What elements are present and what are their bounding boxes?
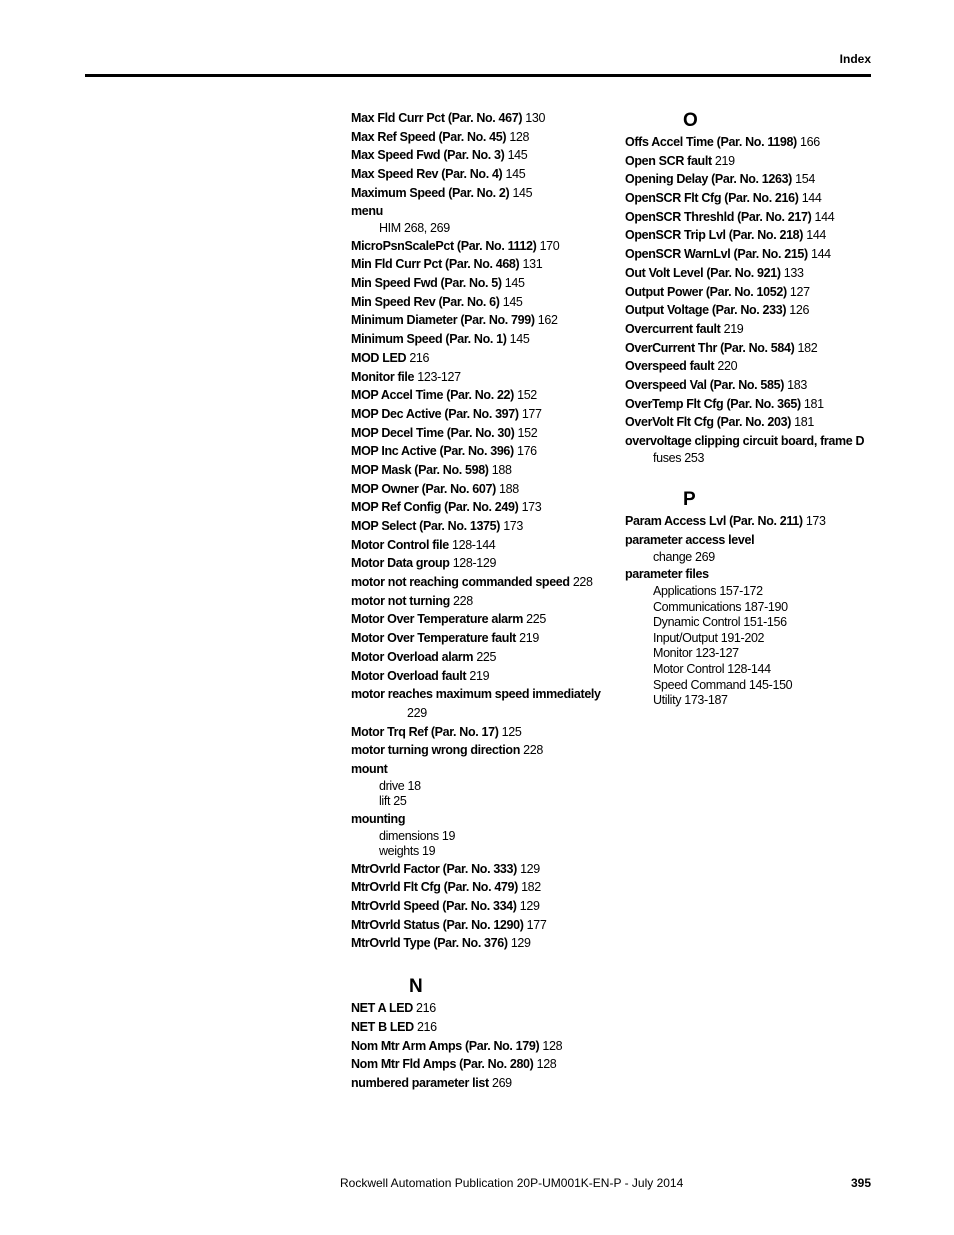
index-entry [351, 165, 611, 184]
index-entry [351, 146, 611, 165]
footer-publication: Rockwell Automation Publication 20P-UM001K-EN-P - July 2014 [340, 1176, 684, 1190]
index-pages: 152 [517, 425, 538, 440]
index-term: MOP Mask (Par. No. 598) [351, 462, 489, 477]
index-entry [351, 424, 611, 443]
index-subentry: Speed Command 145-150 [653, 677, 793, 692]
index-term: OpenSCR Flt Cfg (Par. No. 216) [625, 191, 799, 206]
index-entry [351, 311, 611, 330]
index-subentry: weights 19 [379, 844, 436, 859]
index-term: Motor Over Temperature fault [351, 631, 516, 646]
index-term: Open SCR fault [625, 153, 712, 168]
index-pages: 173 [805, 514, 826, 529]
index-subentry: Communications 187-190 [653, 599, 788, 614]
index-term: Out Volt Level (Par. No. 921) [625, 265, 781, 280]
index-subentry: Input/Output 191-202 [653, 630, 765, 645]
index-entry [625, 283, 885, 302]
index-pages: 125 [501, 724, 522, 739]
index-pages: 219 [714, 153, 735, 168]
index-pages: 173 [521, 500, 542, 515]
index-entry [351, 349, 611, 368]
index-entry [351, 480, 611, 499]
index-entry [625, 208, 885, 227]
index-entry [351, 860, 611, 879]
index-pages: 131 [522, 257, 543, 272]
index-term: Motor Control file [351, 537, 449, 552]
index-term: Overspeed Val (Par. No. 585) [625, 377, 785, 392]
index-pages: 228 [523, 743, 543, 758]
index-entry [625, 189, 885, 208]
index-pages: 144 [806, 228, 827, 243]
index-term: OpenSCR WarnLvl (Par. No. 215) [625, 247, 808, 262]
index-entry [351, 405, 611, 424]
index-pages: 154 [795, 172, 815, 187]
index-pages: 144 [814, 209, 835, 224]
index-pages: 145 [507, 148, 528, 163]
index-entry [351, 685, 611, 704]
index-pages: 181 [803, 396, 824, 411]
index-entry [625, 320, 885, 339]
index-entry [351, 878, 611, 897]
index-entry [351, 237, 611, 256]
index-pages: 170 [539, 238, 560, 253]
index-pages: 228 [572, 575, 593, 590]
index-pages: 126 [789, 303, 810, 318]
index-entry [351, 916, 611, 935]
index-entry [625, 301, 885, 320]
index-subentry: lift 25 [379, 794, 407, 809]
index-pages: 123-127 [417, 369, 461, 384]
index-pages: 220 [717, 359, 738, 374]
index-term: motor reaches maximum speed immediately [351, 687, 601, 702]
index-term: MicroPsnScalePct (Par. No. 1112) [351, 238, 537, 253]
index-term: Overspeed fault [625, 359, 715, 374]
index-letter-n: N [409, 976, 423, 998]
index-entry [625, 133, 885, 152]
index-entry [351, 573, 611, 592]
index-entry [351, 184, 611, 203]
index-term: OverTemp Flt Cfg (Par. No. 365) [625, 396, 801, 411]
index-pages: 128 [509, 129, 530, 144]
index-entry [351, 109, 611, 128]
index-term: MtrOvrld Status (Par. No. 1290) [351, 917, 524, 932]
index-term: numbered parameter list [351, 1075, 489, 1090]
index-continuation: 229 [407, 705, 427, 720]
index-term: Offs Accel Time (Par. No. 1198) [625, 135, 797, 149]
index-pages: 182 [521, 880, 541, 895]
index-pages: 269 [491, 1075, 512, 1090]
index-entry [351, 629, 611, 648]
index-pages: 216 [416, 1001, 436, 1016]
index-term: Max Speed Rev (Par. No. 4) [351, 167, 503, 182]
index-term: Motor Overload alarm [351, 649, 474, 664]
index-entry [351, 723, 611, 742]
index-term: overvoltage clipping circuit board, frame D [625, 434, 865, 448]
index-entry [625, 264, 885, 283]
index-term: motor not reaching commanded speed [351, 575, 570, 590]
index-term: MOP Decel Time (Par. No. 30) [351, 425, 515, 440]
index-term: MOP Ref Config (Par. No. 249) [351, 500, 519, 515]
index-pages: 128-129 [452, 556, 497, 571]
index-entry [351, 760, 611, 779]
index-entry [351, 999, 611, 1018]
index-pages: 128 [542, 1038, 563, 1053]
index-term: MOP Dec Active (Par. No. 397) [351, 406, 519, 421]
index-term: Max Speed Fwd (Par. No. 3) [351, 148, 505, 163]
index-pages: 182 [797, 340, 818, 355]
index-pages: 173 [503, 519, 524, 534]
index-pages: 181 [794, 415, 814, 430]
index-term: Output Power (Par. No. 1052) [625, 284, 787, 299]
index-pages: 144 [810, 247, 831, 262]
index-pages: 177 [521, 406, 542, 421]
index-term: Opening Delay (Par. No. 1263) [625, 172, 792, 187]
index-term: Max Ref Speed (Par. No. 45) [351, 129, 507, 144]
index-entry: mounting [351, 811, 406, 826]
index-term: Monitor file [351, 369, 415, 384]
index-pages: 145 [509, 332, 530, 347]
index-entry [625, 170, 885, 189]
index-entry [625, 531, 885, 550]
index-pages: 219 [469, 668, 490, 683]
index-term: MtrOvrld Factor (Par. No. 333) [351, 861, 517, 876]
index-pages: 129 [519, 899, 540, 914]
index-term: NET B LED [351, 1019, 414, 1034]
index-entry [351, 274, 611, 293]
index-entry [351, 1055, 611, 1074]
index-entry [351, 897, 611, 916]
index-entry [351, 293, 611, 312]
index-term: Maximum Speed (Par. No. 2) [351, 185, 510, 200]
index-term: parameter access level [625, 532, 755, 547]
index-pages: 129 [520, 861, 540, 876]
index-entry [351, 517, 611, 536]
index-pages: 128 [536, 1057, 557, 1072]
index-entry [351, 368, 611, 387]
index-entry [625, 512, 885, 531]
index-term: MOD LED [351, 350, 407, 365]
index-term: Max Fld Curr Pct (Par. No. 467) [351, 111, 523, 125]
index-entry [351, 934, 611, 953]
index-column-left [351, 109, 611, 1093]
header-rule [85, 74, 871, 77]
index-term: Motor Over Temperature alarm [351, 612, 523, 627]
index-subentry: Applications 157-172 [653, 583, 763, 598]
index-term: Minimum Diameter (Par. No. 799) [351, 313, 535, 328]
index-term: MtrOvrld Type (Par. No. 376) [351, 936, 508, 951]
index-term: MOP Owner (Par. No. 607) [351, 481, 496, 496]
index-subentry: drive 18 [379, 778, 421, 793]
index-term: Motor Data group [351, 556, 450, 571]
index-entry [351, 255, 611, 274]
index-subentry: Motor Control 128-144 [653, 661, 771, 676]
index-term: menu [351, 204, 383, 219]
index-entry [625, 245, 885, 264]
index-entry [625, 357, 885, 376]
index-term: Motor Trq Ref (Par. No. 17) [351, 724, 499, 739]
index-pages: 216 [409, 350, 430, 365]
index-term: Param Access Lvl (Par. No. 211) [625, 514, 803, 529]
index-term: motor not turning [351, 593, 450, 608]
index-term: MOP Accel Time (Par. No. 22) [351, 388, 514, 403]
index-term: NET A LED [351, 1001, 413, 1016]
index-term: Min Fld Curr Pct (Par. No. 468) [351, 257, 520, 272]
index-pages: 166 [800, 135, 820, 149]
index-entry [351, 648, 611, 667]
index-pages: 129 [510, 936, 531, 951]
index-column-right [625, 109, 885, 709]
index-pages: 130 [525, 111, 546, 125]
index-term: MOP Inc Active (Par. No. 396) [351, 444, 514, 459]
index-entry [351, 330, 611, 349]
index-entry: parameter files [625, 567, 709, 582]
index-pages: 128-144 [451, 537, 496, 552]
index-pages: 152 [517, 388, 537, 403]
page-number: 395 [850, 1176, 871, 1190]
index-pages: 188 [491, 462, 512, 477]
index-term: MtrOvrld Speed (Par. No. 334) [351, 899, 517, 914]
index-term: Nom Mtr Fld Amps (Par. No. 280) [351, 1057, 534, 1072]
index-entry [351, 461, 611, 480]
index-term: Min Speed Rev (Par. No. 6) [351, 294, 500, 309]
index-term: mount [351, 761, 388, 776]
index-entry [351, 592, 611, 611]
index-entry [625, 432, 885, 451]
index-term: OverVolt Flt Cfg (Par. No. 203) [625, 415, 792, 430]
index-pages: 216 [416, 1019, 437, 1034]
index-entry [625, 226, 885, 245]
index-entry [625, 152, 885, 171]
index-pages: 162 [537, 313, 558, 328]
index-entry [625, 395, 885, 414]
index-letter-p: P [683, 489, 696, 511]
index-pages: 219 [723, 321, 744, 336]
index-term: Overcurrent fault [625, 321, 721, 336]
index-entry [351, 667, 611, 686]
index-entry [351, 386, 611, 405]
index-term: Min Speed Fwd (Par. No. 5) [351, 276, 502, 291]
index-term: OverCurrent Thr (Par. No. 584) [625, 340, 795, 355]
index-pages: 145 [502, 294, 523, 309]
index-pages: 145 [504, 276, 525, 291]
index-pages: 225 [526, 612, 546, 627]
index-term: motor turning wrong direction [351, 743, 521, 758]
index-entry [351, 554, 611, 573]
index-entry [351, 610, 611, 629]
index-entry [625, 413, 885, 432]
index-term: Motor Overload fault [351, 668, 467, 683]
index-subentry: HIM 268, 269 [379, 221, 450, 236]
index-subentry: dimensions 19 [379, 828, 456, 843]
index-entry [351, 536, 611, 555]
index-entry [625, 339, 885, 358]
index-entry [351, 1074, 611, 1093]
index-subentry: fuses 253 [653, 450, 705, 465]
index-subentry: Dynamic Control 151-156 [653, 615, 787, 630]
index-entry [351, 128, 611, 147]
index-pages: 145 [505, 167, 526, 182]
index-pages: 188 [499, 481, 519, 496]
index-pages: 133 [783, 265, 804, 280]
index-entry [351, 498, 611, 517]
index-pages: 144 [801, 191, 822, 206]
index-term: Minimum Speed (Par. No. 1) [351, 332, 507, 347]
index-term: Nom Mtr Arm Amps (Par. No. 179) [351, 1038, 540, 1053]
index-term: OpenSCR Trip Lvl (Par. No. 218) [625, 228, 804, 243]
index-term: MtrOvrld Flt Cfg (Par. No. 479) [351, 880, 518, 895]
index-entry [625, 376, 885, 395]
index-pages: 176 [516, 444, 537, 459]
index-subentry: change 269 [653, 549, 715, 564]
index-pages: 183 [787, 377, 807, 392]
index-pages: 219 [519, 631, 539, 646]
index-subentry: Utility 173-187 [653, 693, 728, 708]
index-term: OpenSCR Threshld (Par. No. 217) [625, 209, 812, 224]
index-term: Output Voltage (Par. No. 233) [625, 303, 787, 318]
index-pages: 177 [526, 917, 547, 932]
index-pages: 127 [789, 284, 810, 299]
index-entry [351, 1018, 611, 1037]
index-entry [351, 202, 611, 221]
index-entry [351, 741, 611, 760]
index-pages: 225 [476, 649, 497, 664]
index-pages: 145 [512, 185, 533, 200]
running-header: Index [839, 52, 871, 66]
index-subentry: Monitor 123-127 [653, 646, 739, 661]
index-term: MOP Select (Par. No. 1375) [351, 519, 501, 534]
index-entry [351, 1037, 611, 1056]
index-entry [351, 442, 611, 461]
index-pages: 228 [453, 593, 473, 608]
index-letter-o: O [683, 110, 698, 131]
